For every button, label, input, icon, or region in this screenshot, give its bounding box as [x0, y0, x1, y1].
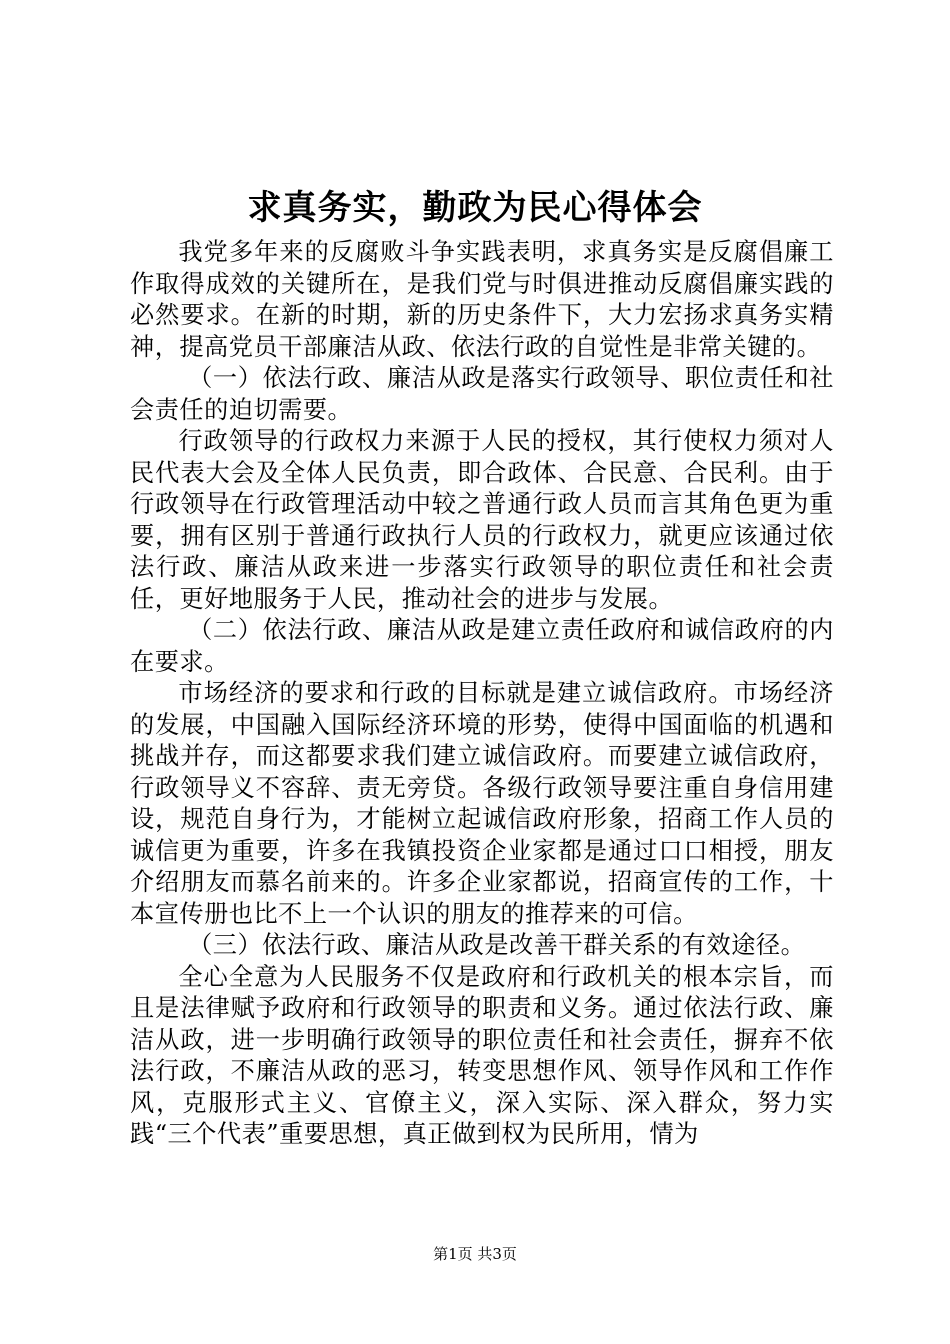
paragraph-section-2: 市场经济的要求和行政的目标就是建立诚信政府。市场经济的发展，中国融入国际经济环境的形势，使得中国面临的机遇和挑战并存，而这都要求我们建立诚信政府。而要建立诚信政府，行政领导义不容辞、责无旁贷。各级行政领导要注重自身信用建设，规范自身行为，才能树立起诚信政府形象，招商工作人员的诚信更为重要，许多在我镇投资企业家都是通过口口相授，朋友介绍朋友而慕名前来的。许多企业家都说，招商宣传的工作，十本宣传册也比不上一个认识的朋友的推荐来的可信。	[130, 679, 834, 928]
paragraph-section-3: 全心全意为人民服务不仅是政府和行政机关的根本宗旨，而且是法律赋予政府和行政领导的职责和义务。通过依法行政、廉洁从政，进一步明确行政领导的职位责任和社会责任，摒弃不依法行政，不廉洁从政的恶习，转变思想作风、领导作风和工作作风，克服形式主义、官僚主义，深入实际、深入群众，努力实践“三个代表”重要思想，真正做到权为民所用，情为	[130, 962, 834, 1148]
section-heading-2: （二）依法行政、廉洁从政是建立责任政府和诚信政府的内在要求。	[130, 616, 834, 676]
paragraph-intro: 我党多年来的反腐败斗争实践表明，求真务实是反腐倡廉工作取得成效的关键所在，是我们党与时俱进推动反腐倡廉实践的必然要求。在新的时期，新的历史条件下，大力宏扬求真务实精神，提高党员干部廉洁从政、依法行政的自觉性是非常关键的。	[130, 238, 834, 361]
section-heading-1: （一）依法行政、廉洁从政是落实行政领导、职位责任和社会责任的迫切需要。	[130, 364, 834, 424]
paragraph-section-1: 行政领导的行政权力来源于人民的授权，其行使权力须对人民代表大会及全体人民负责，即合政体、合民意、合民利。由于行政领导在行政管理活动中较之普通行政人员而言其角色更为重要，拥有区别于普通行政执行人员的行政权力，就更应该通过依法行政、廉洁从政来进一步落实行政领导的职位责任和社会责任，更好地服务于人民，推动社会的进步与发展。	[130, 427, 834, 613]
section-heading-3: （三）依法行政、廉洁从政是改善干群关系的有效途径。	[188, 931, 806, 959]
document-title: 求真务实，勤政为民心得体会	[247, 188, 703, 228]
page-number-footer: 第1页 共3页	[433, 1245, 517, 1263]
document-body	[130, 237, 834, 1151]
